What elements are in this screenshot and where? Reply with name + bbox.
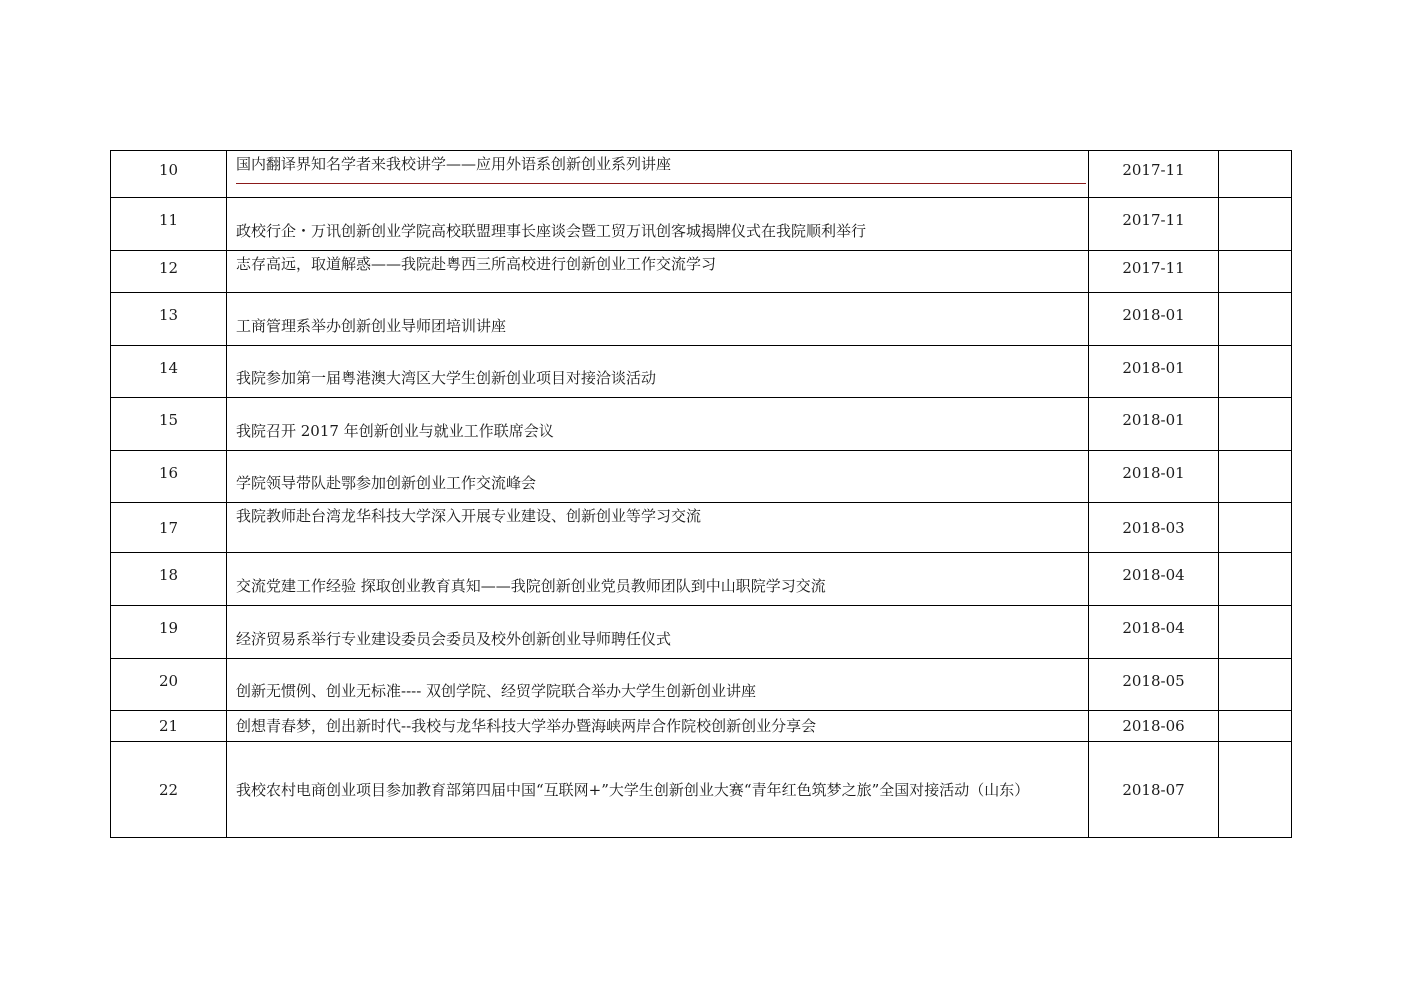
row-title: 我校农村电商创业项目参加教育部第四届中国“互联网+”大学生创新创业大赛“青年红色筑梦之旅”全国对接活动（山东） bbox=[236, 780, 1030, 799]
row-number-cell bbox=[111, 293, 227, 346]
row-title-cell bbox=[227, 198, 1089, 251]
row-title-cell bbox=[227, 711, 1089, 742]
row-number-cell bbox=[111, 503, 227, 553]
row-title-cell bbox=[227, 553, 1089, 606]
row-date-cell bbox=[1089, 151, 1219, 198]
row-title: 我院召开 2017 年创新创业与就业工作联席会议 bbox=[236, 422, 554, 440]
row-number-cell bbox=[111, 398, 227, 451]
table-row bbox=[111, 503, 1292, 553]
row-date: 2018-01 bbox=[1122, 463, 1185, 482]
row-number-cell bbox=[111, 711, 227, 742]
row-number: 14 bbox=[158, 358, 179, 377]
row-title-cell bbox=[227, 398, 1089, 451]
row-blank-cell bbox=[1219, 198, 1292, 251]
row-number: 11 bbox=[158, 211, 179, 229]
row-number-cell bbox=[111, 451, 227, 503]
row-number-cell bbox=[111, 659, 227, 711]
row-blank-cell bbox=[1219, 451, 1292, 503]
row-number-cell bbox=[111, 151, 227, 198]
row-title: 我院教师赴台湾龙华科技大学深入开展专业建设、创新创业等学习交流 bbox=[236, 507, 702, 525]
row-title: 创新无惯例、创业无标准---- 双创学院、经贸学院联合举办大学生创新创业讲座 bbox=[236, 682, 757, 700]
row-blank-cell bbox=[1219, 503, 1292, 553]
table-row bbox=[111, 606, 1292, 659]
row-blank-cell bbox=[1219, 151, 1292, 198]
row-date: 2018-07 bbox=[1122, 780, 1185, 799]
row-title: 学院领导带队赴鄂参加创新创业工作交流峰会 bbox=[236, 474, 537, 492]
row-date-cell bbox=[1089, 553, 1219, 606]
row-number: 10 bbox=[158, 161, 179, 179]
row-title: 交流党建工作经验 探取创业教育真知——我院创新创业党员教师团队到中山职院学习交流 bbox=[236, 577, 826, 595]
row-title-cell bbox=[227, 606, 1089, 659]
table-row bbox=[111, 293, 1292, 346]
row-title: 我院参加第一届粤港澳大湾区大学生创新创业项目对接洽谈活动 bbox=[236, 369, 657, 387]
row-date: 2018-01 bbox=[1122, 358, 1185, 377]
row-title: 政校行企・万讯创新创业学院高校联盟理事长座谈会暨工贸万讯创客城揭牌仪式在我院顺利举行 bbox=[236, 222, 867, 240]
row-date-cell bbox=[1089, 293, 1219, 346]
row-date-cell bbox=[1089, 503, 1219, 553]
row-date: 2017-11 bbox=[1122, 211, 1185, 229]
row-number: 22 bbox=[158, 780, 179, 799]
row-number-cell bbox=[111, 553, 227, 606]
row-number: 18 bbox=[158, 566, 179, 584]
row-number-cell bbox=[111, 742, 227, 838]
row-number: 16 bbox=[158, 463, 179, 482]
row-title-cell bbox=[227, 293, 1089, 346]
row-title-cell bbox=[227, 451, 1089, 503]
table-row bbox=[111, 398, 1292, 451]
row-blank-cell bbox=[1219, 251, 1292, 293]
row-title-cell bbox=[227, 251, 1089, 293]
row-number: 20 bbox=[158, 671, 179, 690]
table-row bbox=[111, 742, 1292, 838]
row-date: 2018-04 bbox=[1122, 566, 1185, 584]
row-date-cell bbox=[1089, 251, 1219, 293]
row-date: 2018-01 bbox=[1122, 411, 1185, 429]
row-blank-cell bbox=[1219, 742, 1292, 838]
row-blank-cell bbox=[1219, 606, 1292, 659]
row-blank-cell bbox=[1219, 553, 1292, 606]
row-number-cell bbox=[111, 606, 227, 659]
table-row bbox=[111, 151, 1292, 198]
table-row bbox=[111, 659, 1292, 711]
row-blank-cell bbox=[1219, 346, 1292, 398]
row-date: 2018-05 bbox=[1122, 671, 1185, 690]
row-date: 2018-03 bbox=[1122, 518, 1185, 537]
row-title: 志存高远，取道解惑——我院赴粤西三所高校进行创新创业工作交流学习 bbox=[236, 255, 717, 273]
row-number-cell bbox=[111, 346, 227, 398]
table-row bbox=[111, 451, 1292, 503]
row-number: 21 bbox=[158, 717, 179, 735]
row-number-cell bbox=[111, 198, 227, 251]
row-blank-cell bbox=[1219, 659, 1292, 711]
row-title-cell bbox=[227, 503, 1089, 553]
row-date-cell bbox=[1089, 742, 1219, 838]
row-date: 2017-11 bbox=[1122, 258, 1185, 277]
events-table bbox=[110, 150, 1292, 838]
row-date: 2017-11 bbox=[1122, 161, 1185, 179]
row-title: 经济贸易系举行专业建设委员会委员及校外创新创业导师聘任仪式 bbox=[236, 630, 672, 648]
row-date-cell bbox=[1089, 711, 1219, 742]
row-number-cell bbox=[111, 251, 227, 293]
row-date: 2018-01 bbox=[1122, 306, 1185, 324]
table-row bbox=[111, 198, 1292, 251]
table-row bbox=[111, 346, 1292, 398]
row-blank-cell bbox=[1219, 293, 1292, 346]
row-blank-cell bbox=[1219, 711, 1292, 742]
row-number: 15 bbox=[158, 411, 179, 429]
row-title-cell bbox=[227, 346, 1089, 398]
row-date-cell bbox=[1089, 398, 1219, 451]
row-blank-cell bbox=[1219, 398, 1292, 451]
row-date-cell bbox=[1089, 346, 1219, 398]
row-date-cell bbox=[1089, 606, 1219, 659]
table-row bbox=[111, 251, 1292, 293]
row-number: 12 bbox=[158, 258, 179, 277]
table-row bbox=[111, 553, 1292, 606]
row-title-cell bbox=[227, 151, 1089, 198]
row-date: 2018-06 bbox=[1122, 717, 1185, 735]
row-date: 2018-04 bbox=[1122, 619, 1185, 637]
table-row bbox=[111, 711, 1292, 742]
row-title-cell bbox=[227, 742, 1089, 838]
row-number: 13 bbox=[158, 306, 179, 324]
row-number: 17 bbox=[158, 518, 179, 537]
row-date-cell bbox=[1089, 659, 1219, 711]
row-title: 工商管理系举办创新创业导师团培训讲座 bbox=[236, 317, 507, 335]
row-title: 国内翻译界知名学者来我校讲学——应用外语系创新创业系列讲座 bbox=[236, 155, 1086, 184]
row-title: 创想青春梦，创出新时代--我校与龙华科技大学举办暨海峡两岸合作院校创新创业分享会 bbox=[236, 717, 817, 735]
row-title-cell bbox=[227, 659, 1089, 711]
row-date-cell bbox=[1089, 198, 1219, 251]
row-date-cell bbox=[1089, 451, 1219, 503]
row-number: 19 bbox=[158, 619, 179, 637]
